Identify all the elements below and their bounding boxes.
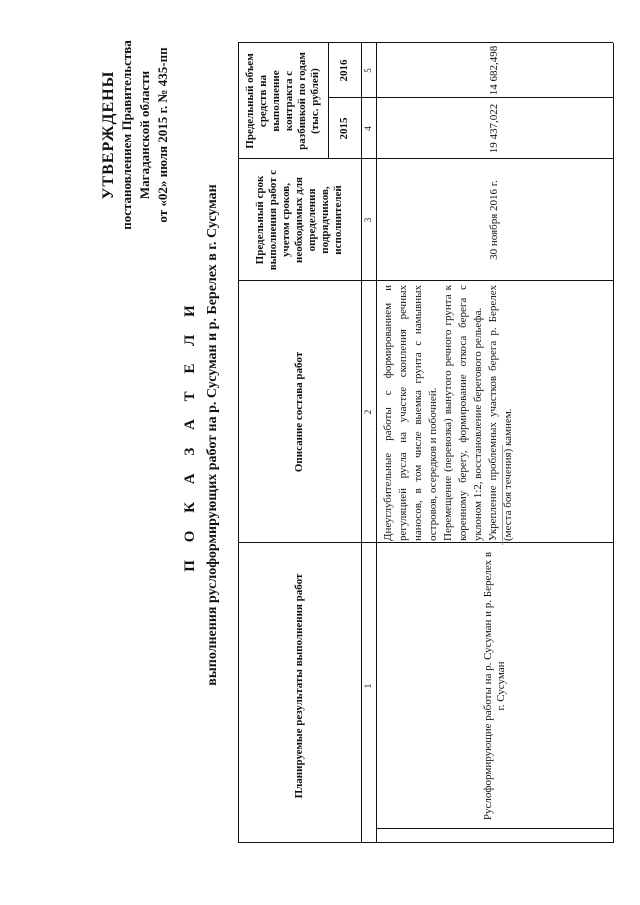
approval-heading: УТВЕРЖДЕНЫ bbox=[100, 70, 117, 200]
approval-stamp bbox=[100, 5, 172, 265]
row-planned-result: Руслоформирующие работы на р. Сусуман и р. Берелех в г. Сусуман bbox=[481, 551, 507, 821]
table-border-left bbox=[238, 842, 613, 843]
header-funding-limit: Предельный объем средств на выполнение контракта с разбивкой по годам (тыс. рублей) bbox=[244, 52, 321, 150]
column-number-4: 4 bbox=[363, 126, 373, 131]
approval-line-1: постановлением Правительства bbox=[119, 40, 134, 230]
row-amount-2015: 19 437,022 bbox=[488, 103, 500, 154]
header-deadline: Предельный срок выполнения работ с учетом сроков, необходимых для определения подрядчиков, исполнителей bbox=[254, 169, 344, 271]
column-number-2: 2 bbox=[363, 409, 373, 415]
header-year-2016: 2016 bbox=[338, 59, 350, 82]
header-planned-results: Планируемые результаты выполнения работ bbox=[293, 573, 305, 799]
approval-line-3: от «02» июля 2015 г. № 435-пп bbox=[155, 47, 170, 223]
document-title: П О К А З А Т Е Л И bbox=[182, 298, 198, 572]
column-number-5: 5 bbox=[363, 68, 373, 73]
row-deadline: 30 ноября 2016 г. bbox=[488, 180, 500, 260]
description-paragraph-1: Днеуглубительные работы с формированием и регуляцией русла на участке скопления речных наносов, в том числе выемка грунта с намывных островов, осередков и побочней. bbox=[382, 285, 439, 541]
approval-line-2: Магаданской области bbox=[137, 70, 152, 200]
document-subtitle: выполнения руслоформирующих работ на р. Сусуман и р. Берелех в г. Сусуман bbox=[205, 184, 220, 686]
header-year-2015: 2015 bbox=[338, 117, 350, 140]
table-rule-inner-left bbox=[376, 828, 613, 829]
scan-line-mark bbox=[502, 445, 503, 545]
header-description: Описание состава работ bbox=[293, 351, 305, 473]
description-paragraph-2: Перемещение (перевозка) вынутого речного грунта к коренному берегу, формирование откоса берега с уклоном 1:2, восстановление берегового рельефа. bbox=[442, 285, 484, 541]
row-amount-2016: 14 682,498 bbox=[488, 45, 500, 96]
table-border-bottom bbox=[613, 43, 614, 843]
description-paragraph-3: Укрепление проблемных участков берега р. Берелех (места боя течения) камнем. bbox=[487, 285, 514, 541]
row-description bbox=[381, 285, 516, 541]
column-number-3: 3 bbox=[363, 217, 373, 223]
column-number-1: 1 bbox=[363, 683, 373, 689]
